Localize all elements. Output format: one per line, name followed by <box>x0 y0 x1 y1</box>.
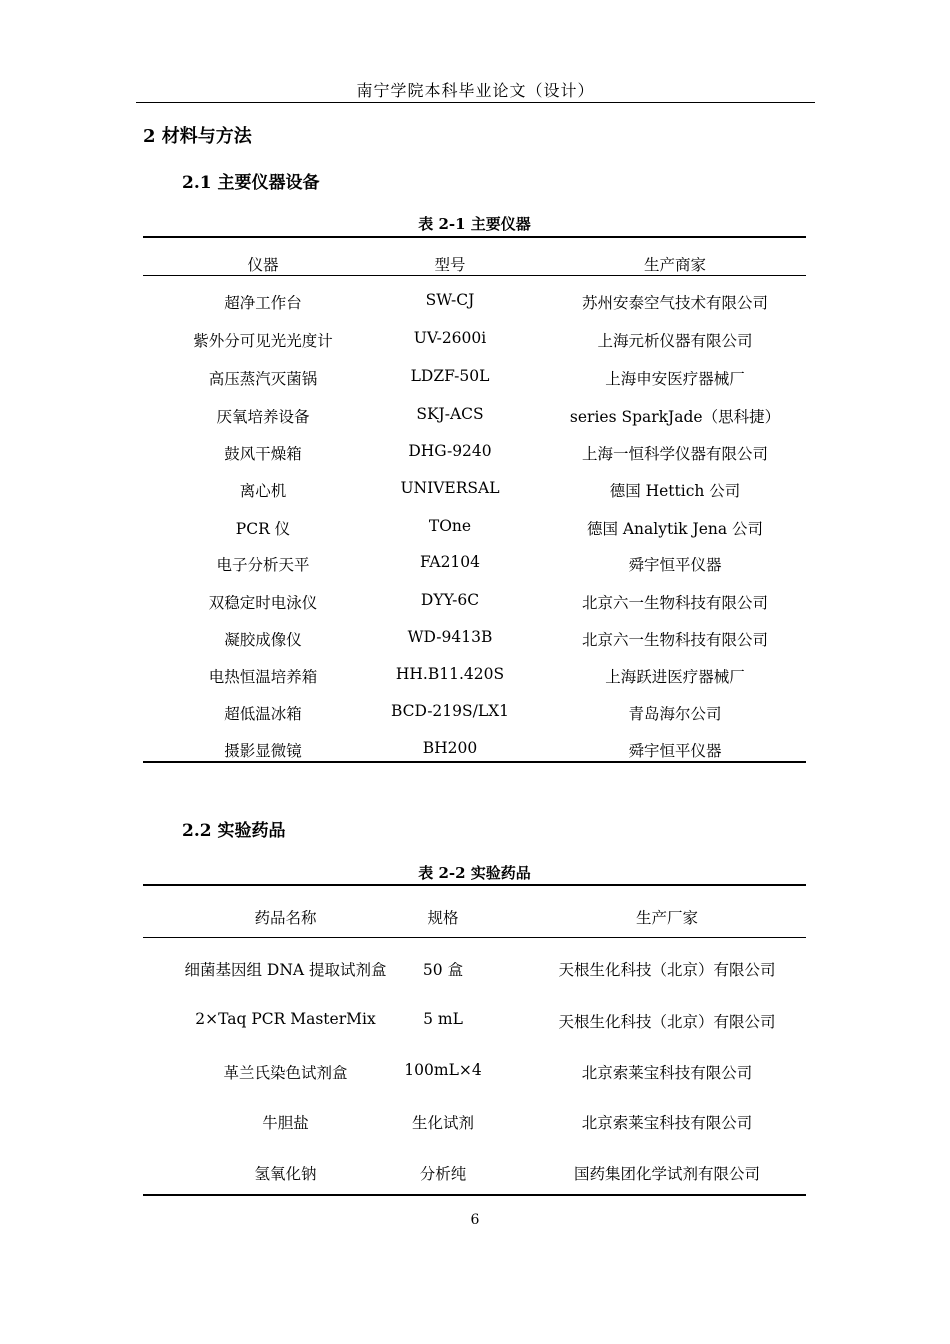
instrument-manufacturer: 青岛海尔公司 <box>628 705 722 723</box>
reagent-spec: 生化试剂 <box>411 1114 474 1132</box>
instrument-name: 双稳定时电泳仪 <box>208 594 318 612</box>
instrument-model: DYY-6C <box>420 591 480 609</box>
reagent-spec: 50 盒 <box>422 961 464 979</box>
instrument-model: LDZF-50L <box>410 367 490 385</box>
instrument-model: BH200 <box>422 739 478 757</box>
section-heading: 2 材料与方法 <box>143 126 252 147</box>
reagent-spec: 100mL×4 <box>404 1061 482 1079</box>
reagent-manufacturer: 国药集团化学试剂有限公司 <box>573 1165 760 1183</box>
instrument-manufacturer: 苏州安泰空气技术有限公司 <box>581 294 768 312</box>
table2-header-spec: 规格 <box>427 909 459 927</box>
table2-header-manufacturer: 生产厂家 <box>635 909 698 927</box>
reagent-name: 氢氧化钠 <box>254 1165 317 1183</box>
table2-top-rule <box>143 884 806 886</box>
reagent-name: 细菌基因组 DNA 提取试剂盒 <box>184 961 387 979</box>
instrument-model: HH.B11.420S <box>395 665 505 683</box>
reagent-manufacturer: 天根生化科技（北京）有限公司 <box>558 961 776 979</box>
instrument-manufacturer: 上海申安医疗器械厂 <box>605 370 745 388</box>
running-header: 南宁学院本科毕业论文（设计） <box>356 81 595 100</box>
header-rule <box>136 102 815 103</box>
instrument-manufacturer: 上海跃进医疗器械厂 <box>605 668 745 686</box>
table1-top-rule <box>143 236 806 238</box>
reagent-name: 2×Taq PCR MasterMix <box>195 1010 376 1028</box>
instrument-name: 电子分析天平 <box>216 556 310 574</box>
instrument-manufacturer: 北京六一生物科技有限公司 <box>581 594 768 612</box>
instrument-name: 鼓风干燥箱 <box>224 445 302 463</box>
instrument-model: FA2104 <box>419 553 481 571</box>
reagent-spec: 分析纯 <box>419 1165 467 1183</box>
reagent-name: 革兰氏染色试剂盒 <box>223 1064 348 1082</box>
instrument-name: PCR 仪 <box>235 520 291 538</box>
instrument-model: WD-9413B <box>407 628 493 646</box>
subsection-heading-instruments: 2.1 主要仪器设备 <box>182 173 320 193</box>
table1-header-manufacturer: 生产商家 <box>643 256 706 274</box>
table1-header-model: 型号 <box>434 256 466 274</box>
instrument-name: 离心机 <box>239 482 287 500</box>
reagent-manufacturer: 北京索莱宝科技有限公司 <box>581 1064 753 1082</box>
subsection-heading-reagents: 2.2 实验药品 <box>182 821 286 841</box>
table1-header-rule <box>143 275 806 276</box>
instrument-name: 超净工作台 <box>224 294 302 312</box>
instrument-name: 超低温冰箱 <box>224 705 302 723</box>
table2-header-rule <box>143 937 806 938</box>
instrument-model: SKJ-ACS <box>416 405 484 423</box>
instrument-name: 厌氧培养设备 <box>216 408 310 426</box>
instrument-model: DHG-9240 <box>408 442 492 460</box>
instrument-manufacturer: 德国 Hettich 公司 <box>609 482 741 500</box>
table1-bottom-rule <box>143 761 806 763</box>
instrument-name: 高压蒸汽灭菌锅 <box>208 370 318 388</box>
instrument-name: 凝胶成像仪 <box>224 631 302 649</box>
reagent-spec: 5 mL <box>423 1010 463 1028</box>
instrument-model: UNIVERSAL <box>400 479 500 497</box>
table2-header-reagent: 药品名称 <box>254 909 317 927</box>
reagent-name: 牛胆盐 <box>262 1114 309 1132</box>
instrument-manufacturer: 北京六一生物科技有限公司 <box>581 631 768 649</box>
table2-caption: 表 2-2 实验药品 <box>418 864 531 882</box>
table1-header-instrument: 仪器 <box>247 256 279 274</box>
instrument-model: UV-2600i <box>413 329 487 347</box>
instrument-name: 紫外分可见光光度计 <box>193 332 333 350</box>
instrument-model: SW-CJ <box>425 291 475 309</box>
page-number: 6 <box>470 1212 480 1228</box>
instrument-model: TOne <box>428 517 472 535</box>
instrument-manufacturer: 上海一恒科学仪器有限公司 <box>581 445 768 463</box>
instrument-name: 摄影显微镜 <box>224 742 302 760</box>
reagent-manufacturer: 天根生化科技（北京）有限公司 <box>558 1013 776 1031</box>
table2-bottom-rule <box>143 1194 806 1196</box>
table1-caption: 表 2-1 主要仪器 <box>418 215 531 233</box>
instrument-manufacturer: 舜宇恒平仪器 <box>628 742 722 760</box>
instrument-manufacturer: 上海元析仪器有限公司 <box>597 332 753 350</box>
instrument-name: 电热恒温培养箱 <box>208 668 318 686</box>
reagent-manufacturer: 北京索莱宝科技有限公司 <box>581 1114 753 1132</box>
instrument-manufacturer: 德国 Analytik Jena 公司 <box>586 520 764 538</box>
instrument-manufacturer: series SparkJade（思科捷） <box>569 408 781 426</box>
instrument-manufacturer: 舜宇恒平仪器 <box>628 556 722 574</box>
instrument-model: BCD-219S/LX1 <box>390 702 510 720</box>
